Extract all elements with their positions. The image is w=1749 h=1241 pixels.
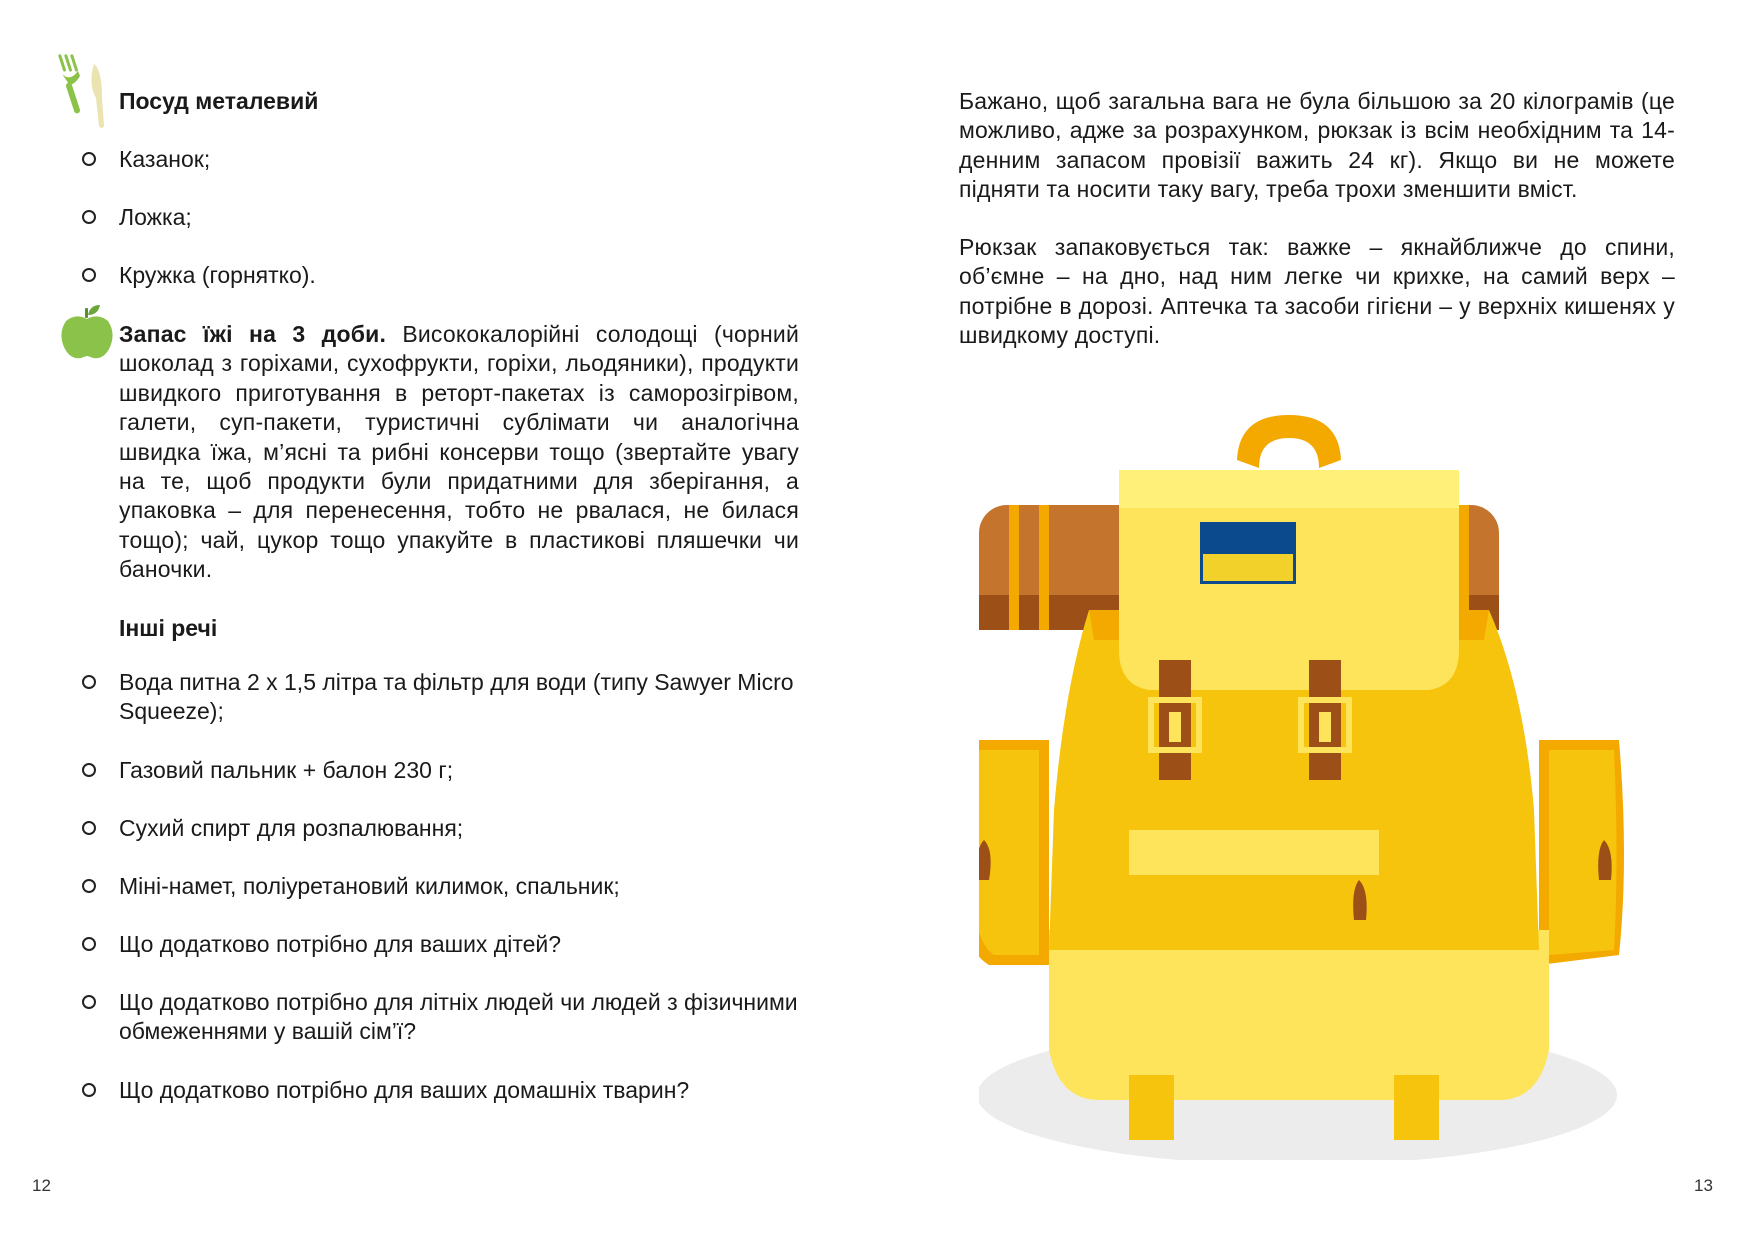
bullet-icon xyxy=(82,937,96,951)
backpack-illustration xyxy=(979,410,1629,1160)
list-item: Що додатково потрібно для літніх людей чи людей з фізичними обмеженнями у вашій сім’ї? xyxy=(119,989,798,1044)
list-item: Міні-намет, поліуретановий килимок, спальник; xyxy=(119,873,620,899)
list-item: Сухий спирт для розпалювання; xyxy=(119,815,464,841)
list-item: Вода питна 2 х 1,5 літра та фільтр для води (типу Sawyer Micro Squeeze); xyxy=(119,669,794,724)
bullet-icon xyxy=(82,821,96,835)
page-number-left: 12 xyxy=(32,1176,51,1195)
food-supply-text: Висококалорійні солодощі (чорний шоколад з горіхами, сухофрукти, горіхи, льодяники), продукти швидкого приготування в реторт-пакетах із саморозігрівом, галети, суп-пакети, туристичні сублімати чи аналогічна швидка їжа, м’ясні та рибні консерви тощо (звертайте увагу на те, щоб продукти були придатними для зберігання, а упаковка – для перенесення, тобто не рвалася, не билася тощо); чай, цукор тощо упакуйте в пластикові пляшечки чи баночки. xyxy=(119,321,799,583)
list-item: Ложка; xyxy=(119,204,192,230)
food-supply-title: Запас їжі на 3 доби. xyxy=(119,321,387,347)
bullet-icon xyxy=(82,210,96,224)
apple-icon xyxy=(60,303,114,361)
list-item: Що додатково потрібно для ваших домашніх тварин? xyxy=(119,1077,690,1103)
list-item: Кружка (горнятко). xyxy=(119,262,316,288)
right-page xyxy=(874,0,1749,1241)
left-page xyxy=(0,0,874,1241)
heading-metal-dishes: Посуд металевий xyxy=(119,88,319,114)
bullet-icon xyxy=(82,995,96,1009)
list-item: Що додатково потрібно для ваших дітей? xyxy=(119,931,562,957)
bullet-icon xyxy=(82,152,96,166)
weight-paragraph: Бажано, щоб загальна вага не була більшою за 20 кілограмів (це можливо, адже за розрахунком, рюкзак із всім необхідним та 14-денним запасом провізії важить 24 кг). Якщо ви не можете підняти та носити таку вагу, треба трохи зменшити вміст. xyxy=(959,88,1675,203)
front-pocket xyxy=(1129,830,1379,875)
bullet-icon xyxy=(82,268,96,282)
bullet-icon xyxy=(82,763,96,777)
bullet-icon xyxy=(82,879,96,893)
bullet-icon xyxy=(82,1083,96,1097)
ukraine-flag-patch xyxy=(1200,522,1296,584)
fork-knife-icon xyxy=(58,54,114,130)
page-number-right: 13 xyxy=(1694,1176,1713,1195)
list-item: Газовий пальник + балон 230 г; xyxy=(119,757,454,783)
food-supply-paragraph xyxy=(119,320,799,585)
backpack-bottom xyxy=(1049,930,1549,1100)
heading-other-things: Інші речі xyxy=(119,615,218,641)
backpack-handle xyxy=(1237,415,1341,468)
packing-paragraph: Рюкзак запаковується так: важке – якнайближче до спини, об’ємне – на дно, над ним легке чи крихке, на самий верх – потрібне в дорозі. Аптечка та засоби гігієни – у верхніх кишенях у швидкому доступі. xyxy=(959,234,1675,349)
bullet-icon xyxy=(82,675,96,689)
list-item: Казанок; xyxy=(119,146,211,172)
